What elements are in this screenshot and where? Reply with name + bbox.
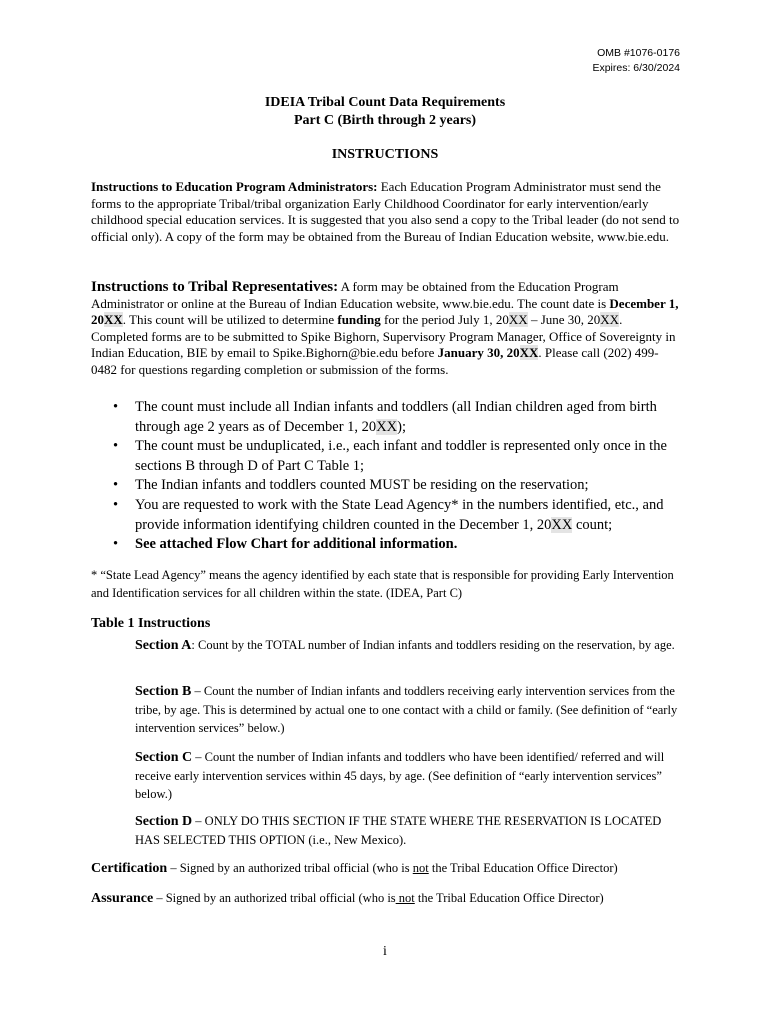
deadline-date: January 30, 20 bbox=[437, 345, 520, 361]
section-c-head: Section C bbox=[135, 750, 193, 765]
year-placeholder: XX bbox=[600, 312, 620, 328]
omb-block bbox=[592, 46, 680, 76]
certification-not: not bbox=[412, 861, 429, 875]
count-date: December 1, 20 bbox=[91, 295, 679, 328]
section-c bbox=[135, 748, 680, 803]
section-a bbox=[135, 636, 680, 655]
list-item bbox=[91, 476, 691, 496]
certification-text: the Tribal Education Office Director) bbox=[428, 861, 618, 875]
page-number: i bbox=[383, 944, 387, 959]
instructions-heading: INSTRUCTIONS bbox=[331, 147, 439, 162]
assurance-text: – Signed by an authorized tribal official (who is bbox=[153, 891, 396, 905]
list-text: The count must include all Indian infants and toddlers (all Indian children aged from birth through age 2 years as of December 1, 20 bbox=[135, 399, 657, 435]
tribal-text: . Completed forms are to be submitted to Spike Bighorn, Supervisory Program Manager, Office of Sovereignty in Indian Education, BIE by email to Spike.Bighorn@bie.edu before bbox=[91, 312, 676, 361]
assurance-not: not bbox=[395, 891, 415, 905]
list-item bbox=[91, 535, 691, 555]
section-d-head: Section D bbox=[135, 814, 193, 829]
tribal-text: . This count will be utilized to determine bbox=[122, 312, 338, 328]
tribal-text: A form may be obtained from the Education Program Administrator or online at the Bureau of Indian Education website, www.bie.edu. The count date is bbox=[91, 279, 619, 311]
list-item bbox=[91, 398, 691, 437]
list-text: The Indian infants and toddlers counted MUST be residing on the reservation; bbox=[135, 477, 589, 494]
tribal-text: . Please call (202) 499-0482 for questions regarding completion or submission of the forms. bbox=[91, 345, 659, 377]
list-text: See attached Flow Chart for additional information. bbox=[135, 536, 458, 553]
bullet-icon: • bbox=[113, 496, 119, 513]
bullet-icon: • bbox=[113, 438, 119, 455]
year-placeholder: XX bbox=[519, 345, 539, 361]
list-text: count; bbox=[572, 516, 613, 533]
list-text: The count must be unduplicated, i.e., each infant and toddler is represented only once in the sections B through D of Part C Table 1; bbox=[135, 438, 667, 474]
list-item bbox=[91, 496, 691, 535]
section-c-text: – Count the number of Indian infants and toddlers who have been identified/ referred and will receive early intervention services within 45 days, by age. (See definition of “early intervention services” below.) bbox=[135, 750, 665, 801]
requirements-list bbox=[91, 398, 691, 555]
expiration-date: Expires: 6/30/2024 bbox=[592, 62, 680, 74]
section-a-head: Section A bbox=[135, 638, 192, 653]
certification-text: – Signed by an authorized tribal official (who is bbox=[167, 861, 413, 875]
admin-instructions bbox=[91, 179, 681, 245]
list-item bbox=[91, 437, 691, 476]
document-title: IDEIA Tribal Count Data Requirements bbox=[264, 95, 506, 110]
list-text: You are requested to work with the State Lead Agency* in the numbers identified, etc., and provide information identifying children counted in the December 1, 20 bbox=[135, 496, 664, 533]
bullet-icon: • bbox=[113, 477, 119, 494]
tribal-lead: Instructions to Tribal Representatives: bbox=[91, 279, 339, 295]
document-subtitle: Part C (Birth through 2 years) bbox=[293, 113, 477, 128]
section-b-text: – Count the number of Indian infants and toddlers receiving early intervention services from the tribe, by age. This is determined by actual one to one contact with a child or family. (See definition of “early intervention services” below.) bbox=[135, 684, 678, 735]
bullet-icon: • bbox=[113, 536, 119, 553]
section-a-text: : Count by the TOTAL number of Indian infants and toddlers residing on the reservation, by age. bbox=[191, 638, 675, 652]
section-d bbox=[135, 812, 680, 849]
admin-lead: Instructions to Education Program Administrators: bbox=[91, 179, 378, 194]
section-b bbox=[135, 682, 680, 737]
year-placeholder: XX bbox=[508, 312, 528, 328]
year-placeholder: XX bbox=[376, 418, 398, 435]
table1-heading: Table 1 Instructions bbox=[91, 616, 211, 631]
certification-head: Certification bbox=[91, 861, 168, 876]
bullet-icon: • bbox=[113, 399, 119, 415]
section-b-head: Section B bbox=[135, 684, 192, 699]
year-placeholder: XX bbox=[551, 516, 573, 533]
tribal-instructions bbox=[91, 279, 681, 379]
tribal-text: – June 30, 20 bbox=[527, 312, 601, 328]
assurance-text: the Tribal Education Office Director) bbox=[414, 891, 604, 905]
assurance-line bbox=[91, 889, 691, 908]
year-placeholder: XX bbox=[104, 312, 123, 328]
assurance-head: Assurance bbox=[91, 891, 154, 906]
certification-line bbox=[91, 859, 691, 878]
list-text: ); bbox=[397, 418, 406, 435]
omb-number: OMB #1076-0176 bbox=[597, 47, 680, 59]
admin-text: Each Education Program Administrator must send the forms to the appropriate Tribal/tribal organization Early Childhood Coordinator for early intervention/early childhood special education services. It is suggested that you also send a copy to the Tribal leader (do not send to official only). A copy of the form may be obtained from the Bureau of Indian Education website, www.bie.edu. bbox=[91, 179, 680, 244]
footnote: * “State Lead Agency” means the agency identified by each state that is responsible for providing Early Intervention and Identification services for all children within the state. (IDEA, Part C) bbox=[91, 568, 674, 600]
tribal-text: for the period July 1, 20 bbox=[380, 312, 509, 328]
section-d-text: – ONLY DO THIS SECTION IF THE STATE WHERE THE RESERVATION IS LOCATED HAS SELECTED THIS OPTION (i.e., New Mexico). bbox=[135, 814, 662, 847]
funding-term: funding bbox=[337, 312, 381, 328]
